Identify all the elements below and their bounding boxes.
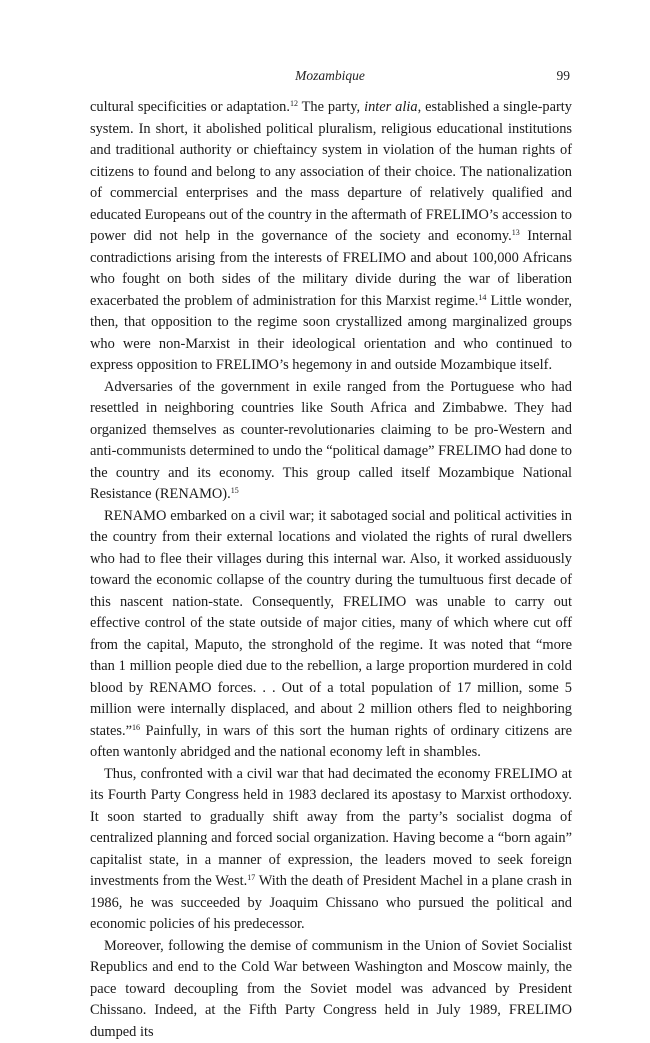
running-title: Mozambique [90, 68, 570, 84]
text-segment: The party, [298, 99, 364, 115]
footnote-ref-15: 15 [231, 486, 239, 495]
footnote-ref-13: 13 [512, 228, 520, 237]
text-segment: , established a single-party system. In short, it abolished political pluralism, religious educational institutions and traditional authority or chieftaincy system in violation of the human rights of citizens to found and belong to any association of their choice. The nationalization of commercial enterprises and the mass departure of relatively qualified and educated Europeans out of the country in the aftermath of FRELIMO’s accession to power did not help in the governance of the society and economy. [90, 99, 572, 244]
italic-phrase: inter alia [364, 99, 418, 115]
footnote-ref-16: 16 [132, 723, 140, 732]
text-segment: Internal contradictions arising from the interests of FRELIMO and about 100,000 Africans who fought on both sides of the military divide during the war of liberation exacerbated the problem of administration for this Marxist regime. [90, 228, 572, 309]
text-segment: RENAMO embarked on a civil war; it sabotaged social and political activities in the country from their external locations and violated the rights of rural dwellers who had to flee their villages during this internal war. Also, it worked assiduously toward the economic collapse of the country during the tumultuous first decade of this nascent nation-state. Consequently, FRELIMO was unable to carry out effective control of the state outside of major cities, many of which where cut off from the capital, Maputo, the stronghold of the regime. It was noted that “more than 1 million people died due to the rebellion, a large proportion murdered in cold blood by RENAMO forces. . . Out of a total population of 17 million, some 5 million were internally displaced, and about 2 million others fled to neighboring states.” [90, 508, 572, 739]
text-segment: With the death of President Machel in a plane crash in 1986, he was succeeded by Joaquim Chissano who pursued the political and economic policies of his predecessor. [90, 873, 572, 932]
footnote-ref-12: 12 [290, 99, 298, 108]
text-segment: cultural specificities or adaptation. [90, 99, 290, 115]
footnote-ref-17: 17 [247, 873, 255, 882]
text-segment: Thus, confronted with a civil war that had decimated the economy FRELIMO at its Fourth Party Congress held in 1983 declared its apostasy to Marxist orthodoxy. It soon started to gradually shift away from the party’s socialist dogma of centralized planning and forced social organization. Having become a “born again” capitalist state, in a manner of expression, the leaders moved to seek foreign investments from the West. [90, 766, 572, 890]
paragraph-4 [90, 764, 572, 936]
page-number: 99 [557, 68, 571, 84]
text-segment: Little wonder, then, that opposition to the regime soon crystallized among marginalized groups who were non-Marxist in their ideological orientation and who continued to express opposition to FRELIMO’s hegemony in and outside Mozambique itself. [90, 293, 572, 374]
paragraph-3 [90, 506, 572, 764]
paragraph-2 [90, 377, 572, 506]
paragraph-1 [90, 97, 572, 377]
text-segment: Painfully, in wars of this sort the human rights of ordinary citizens are often wantonly abridged and the national economy left in shambles. [90, 723, 572, 761]
body-text [90, 97, 572, 1043]
footnote-ref-14: 14 [478, 293, 486, 302]
text-segment: Moreover, following the demise of communism in the Union of Soviet Socialist Republics and end to the Cold War between Washington and Moscow mainly, the pace toward decoupling from the Soviet model was advanced by President Chissano. Indeed, at the Fifth Party Congress held in July 1989, FRELIMO dumped its [90, 938, 572, 1040]
paragraph-5 [90, 936, 572, 1043]
text-segment: Adversaries of the government in exile ranged from the Portuguese who had resettled in neighboring countries like South Africa and Zimbabwe. They had organized themselves as counter-revolutionaries claiming to be pro-Western and anti-communists determined to undo the “political damage” FRELIMO had done to the country and its economy. This group called itself Mozambique National Resistance (RENAMO). [90, 379, 572, 503]
running-header [90, 68, 570, 88]
